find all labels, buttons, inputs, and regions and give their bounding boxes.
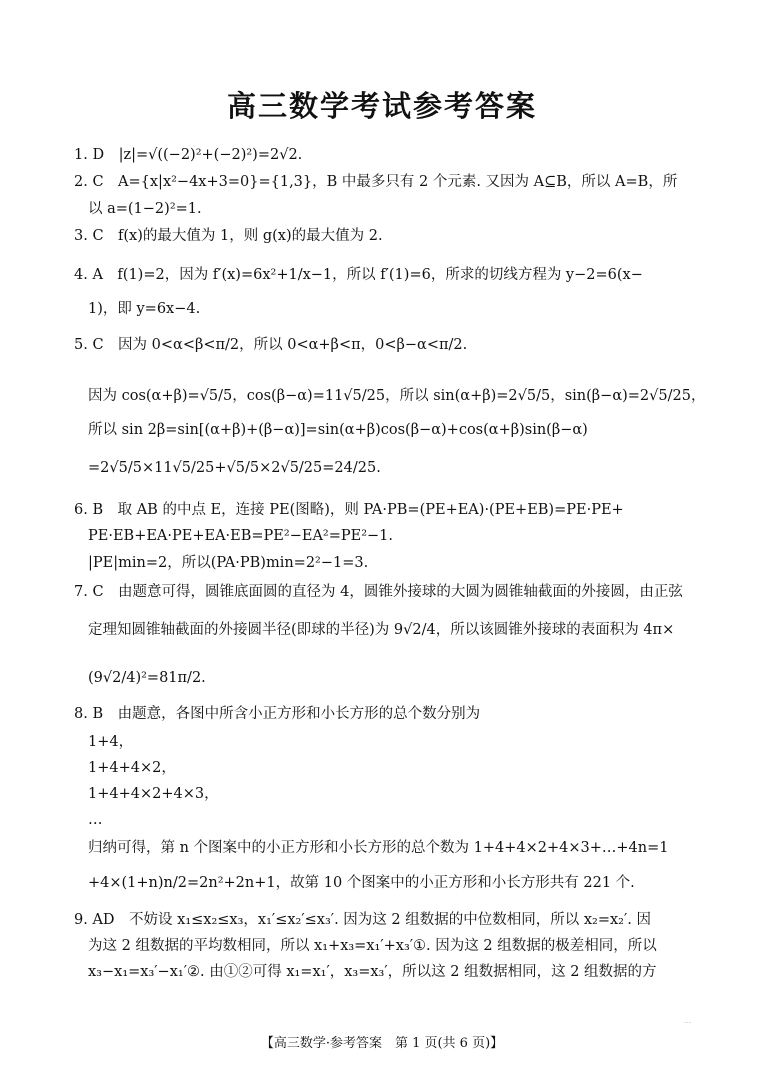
answer-line: 所以 sin 2β=sin[(α+β)+(β−α)]=sin(α+β)cos(β−α)+cos(α+β)sin(β−α) xyxy=(88,422,588,438)
answer-line: … xyxy=(88,812,103,828)
answer-line: 1)，即 y=6x−4. xyxy=(88,301,201,317)
answer-line: 归纳可得，第 n 个图案中的小正方形和小长方形的总个数为 1+4+4×2+4×3+…+4n=1 xyxy=(88,840,669,856)
answer-line: 6. B 取 AB 的中点 E，连接 PE(图略)，则 PA·PB=(PE+EA)·(PE+EB)=PE·PE+ xyxy=(74,502,624,518)
corner-mark: ... xyxy=(684,1016,692,1025)
answer-line: PE·EB+EA·PE+EA·EB=PE²−EA²=PE²−1. xyxy=(88,528,394,544)
answer-line: 1+4+4×2， xyxy=(88,760,176,776)
answer-line: 1+4， xyxy=(88,734,134,750)
answer-line: 9. AD 不妨设 x₁≤x₂≤x₃，x₁′≤x₂′≤x₃′. 因为这 2 组数据的中位数相同，所以 x₂=x₂′. 因 xyxy=(74,912,651,928)
page-footer: 【高三数学·参考答案 第 1 页(共 6 页)】 xyxy=(260,1036,504,1051)
answer-line: x₃−x₁=x₃′−x₁′②. 由①②可得 x₁=x₁′，x₃=x₃′，所以这 2 组数据相同，这 2 组数据的方 xyxy=(88,964,657,980)
answer-line: 为这 2 组数据的平均数相同，所以 x₁+x₃=x₁′+x₃′①. 因为这 2 组数据的极差相同，所以 xyxy=(88,938,657,954)
answer-line: 5. C 因为 0<α<β<π/2，所以 0<α+β<π，0<β−α<π/2. xyxy=(74,337,468,353)
answer-line: 1. D |z|=√((−2)²+(−2)²)=2√2. xyxy=(74,147,303,163)
answer-line: 以 a=(1−2)²=1. xyxy=(88,201,202,217)
answer-line: |PE|min=2，所以(PA·PB)min=2²−1=3. xyxy=(88,555,369,571)
answer-line: 2. C A={x|x²−4x+3=0}={1,3}，B 中最多只有 2 个元素. 又因为 A⊆B，所以 A=B，所 xyxy=(74,174,678,190)
answer-line: 4. A f(1)=2，因为 f′(x)=6x²+1/x−1，所以 f′(1)=6，所求的切线方程为 y−2=6(x− xyxy=(74,267,643,283)
answer-line: 7. C 由题意可得，圆锥底面圆的直径为 4，圆锥外接球的大圆为圆锥轴截面的外接圆，由正弦 xyxy=(74,584,683,600)
page-title: 高三数学考试参考答案 xyxy=(226,89,537,123)
answer-line: 3. C f(x)的最大值为 1，则 g(x)的最大值为 2. xyxy=(74,228,383,244)
answer-line: 因为 cos(α+β)=√5/5，cos(β−α)=11√5/25，所以 sin(α+β)=2√5/5，sin(β−α)=2√5/25， xyxy=(88,388,706,404)
answer-line: 8. B 由题意，各图中所含小正方形和小长方形的总个数分别为 xyxy=(74,706,481,722)
answer-line: =2√5/5×11√5/25+√5/5×2√5/25=24/25. xyxy=(88,460,381,476)
answer-line: +4×(1+n)n/2=2n²+2n+1，故第 10 个图案中的小正方形和小长方形共有 221 个. xyxy=(88,875,635,891)
answer-line: (9√2/4)²=81π/2. xyxy=(88,670,206,686)
answer-line: 定理知圆锥轴截面的外接圆半径(即球的半径)为 9√2/4，所以该圆锥外接球的表面积为 4π× xyxy=(88,622,675,638)
answer-line: 1+4+4×2+4×3， xyxy=(88,786,219,802)
